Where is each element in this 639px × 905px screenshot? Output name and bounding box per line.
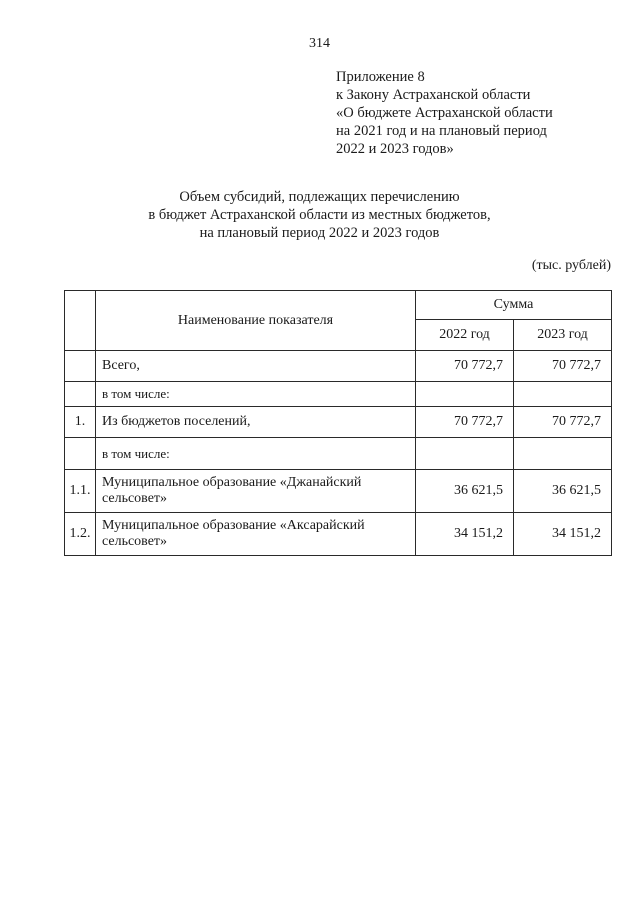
row-name: Всего, — [96, 351, 416, 382]
row-name: в том числе: — [96, 382, 416, 407]
row-value-2022 — [416, 382, 514, 407]
appendix-line: 2022 и 2023 годов» — [336, 141, 454, 157]
header-year-2023: 2023 год — [514, 320, 612, 351]
row-value-2022: 36 621,5 — [416, 470, 514, 513]
row-value-2023: 70 772,7 — [514, 407, 612, 438]
row-name: Из бюджетов поселений, — [96, 407, 416, 438]
title-line: Объем субсидий, подлежащих перечислению — [179, 189, 460, 205]
row-value-2023: 34 151,2 — [514, 513, 612, 556]
row-num — [65, 382, 96, 407]
document-title — [0, 188, 639, 242]
header-sum-cell: Сумма — [416, 291, 612, 320]
row-value-2022 — [416, 438, 514, 470]
table-row — [65, 513, 612, 556]
title-line: на плановый период 2022 и 2023 годов — [199, 225, 440, 241]
row-value-2023: 70 772,7 — [514, 351, 612, 382]
row-value-2022: 70 772,7 — [416, 407, 514, 438]
appendix-block — [336, 68, 553, 158]
title-line: в бюджет Астраханской области из местных бюджетов, — [148, 207, 491, 223]
table-row — [65, 470, 612, 513]
appendix-line: «О бюджете Астраханской области — [336, 105, 553, 121]
table-row — [65, 407, 612, 438]
row-num: 1.1. — [65, 470, 96, 513]
row-name: Муниципальное образование «Аксарайский сельсовет» — [96, 513, 416, 556]
header-year-2022: 2022 год — [416, 320, 514, 351]
row-value-2022: 70 772,7 — [416, 351, 514, 382]
appendix-line: к Закону Астраханской области — [336, 87, 531, 103]
header-name-cell: Наименование показателя — [96, 291, 416, 351]
table-row — [65, 351, 612, 382]
appendix-line: Приложение 8 — [336, 69, 425, 85]
page-number: 314 — [309, 36, 330, 51]
header-num-cell — [65, 291, 96, 351]
appendix-line: на 2021 год и на плановый период — [336, 123, 547, 139]
row-num: 1.2. — [65, 513, 96, 556]
row-num — [65, 438, 96, 470]
row-value-2023: 36 621,5 — [514, 470, 612, 513]
row-value-2023 — [514, 438, 612, 470]
table-header-row — [65, 291, 612, 320]
table-row — [65, 382, 612, 407]
row-value-2023 — [514, 382, 612, 407]
subsidy-table — [64, 290, 612, 556]
row-value-2022: 34 151,2 — [416, 513, 514, 556]
units-label: (тыс. рублей) — [531, 258, 611, 273]
row-name: в том числе: — [96, 438, 416, 470]
row-num — [65, 351, 96, 382]
row-num: 1. — [65, 407, 96, 438]
table-row — [65, 438, 612, 470]
row-name: Муниципальное образование «Джанайский сельсовет» — [96, 470, 416, 513]
